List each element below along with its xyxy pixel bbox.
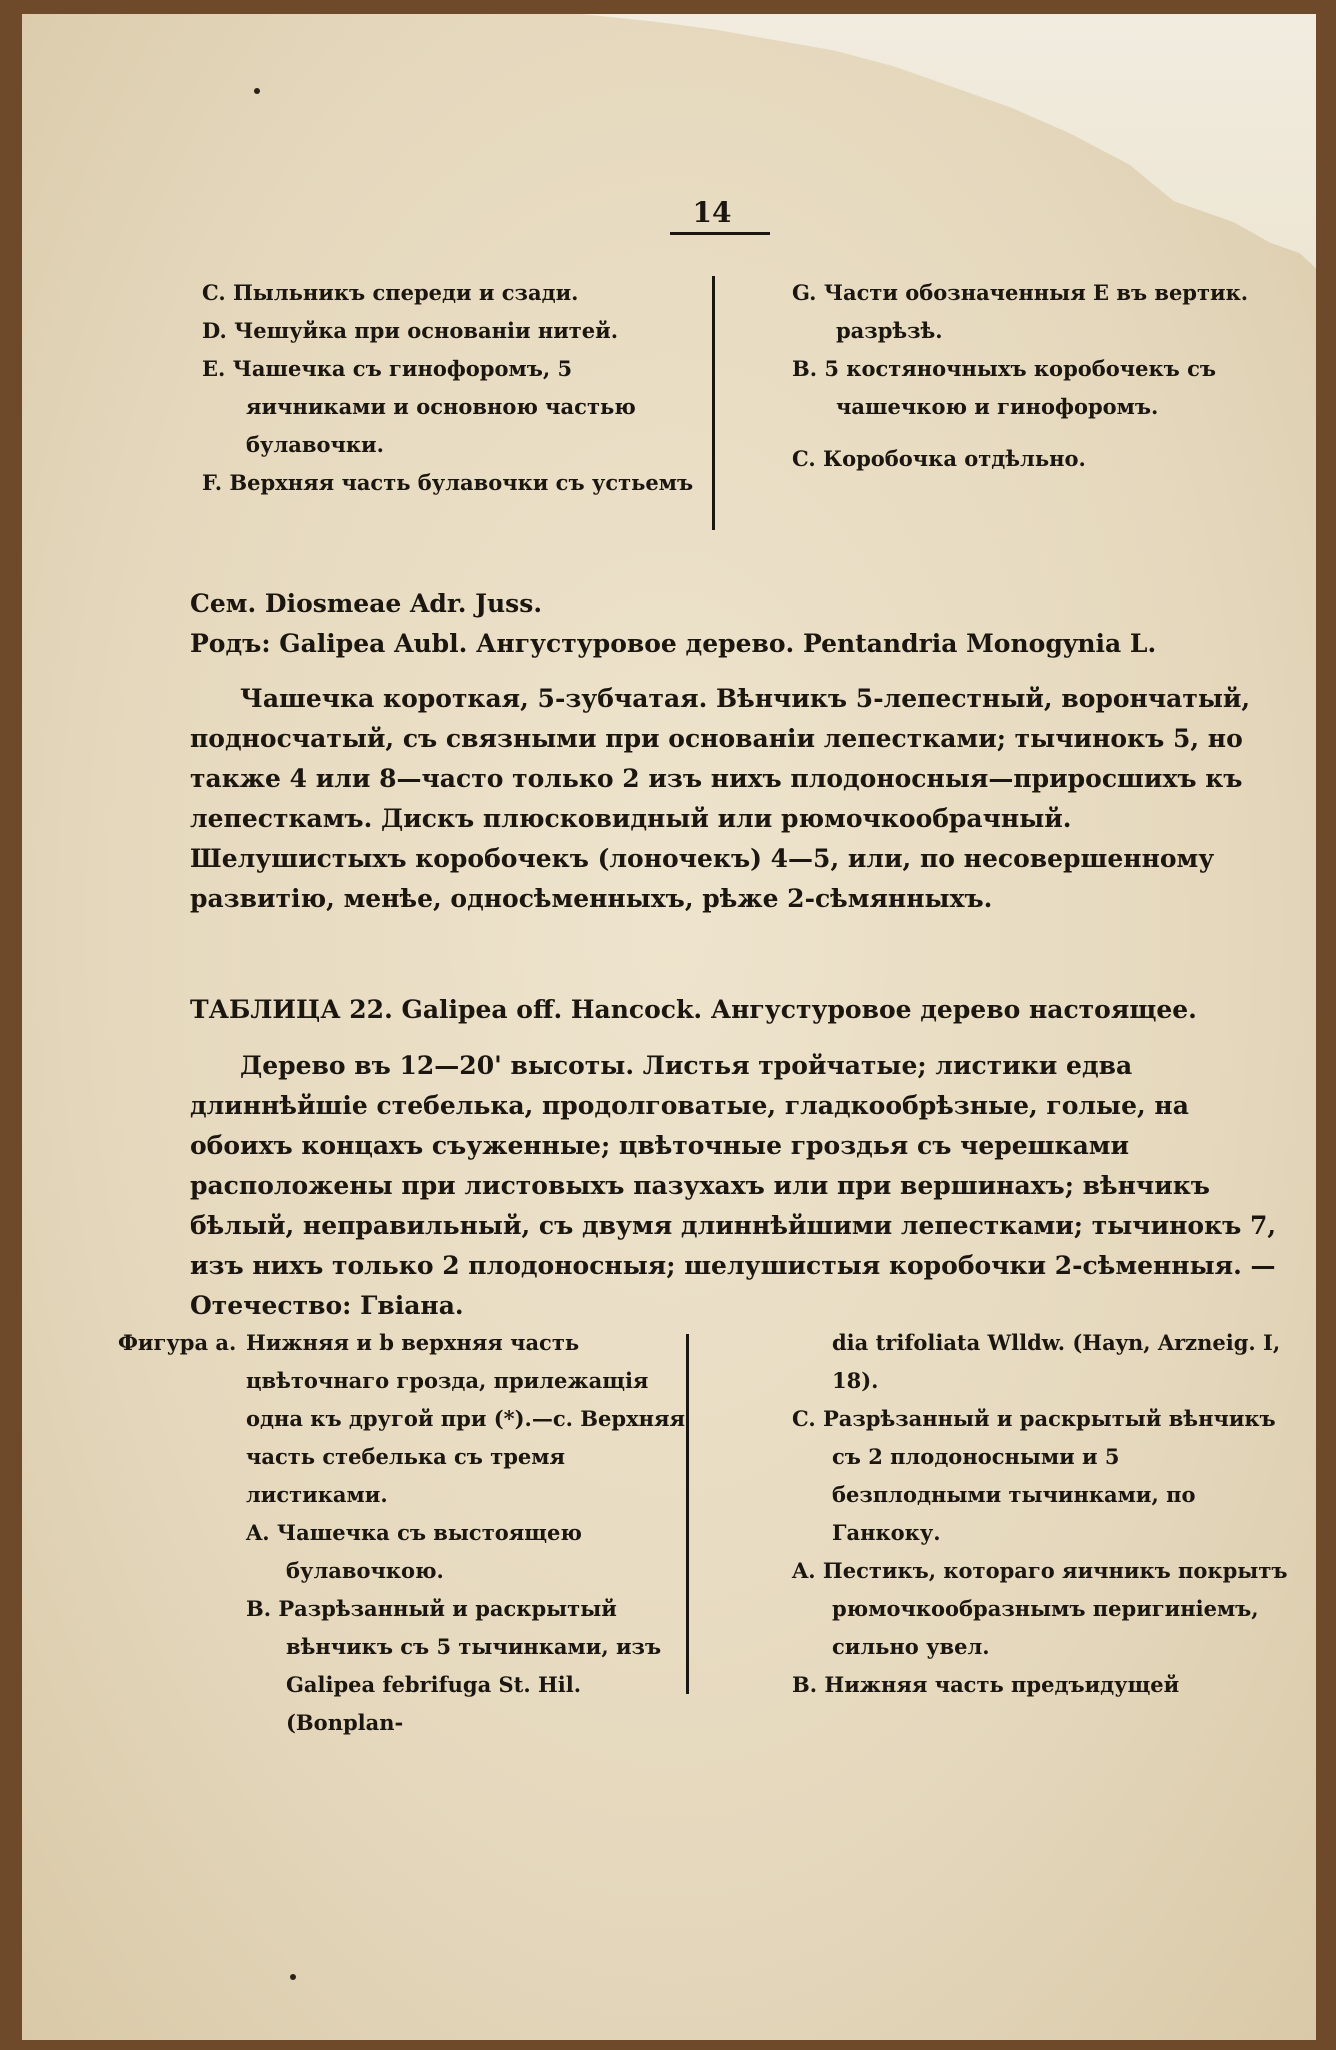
legend-item: C. Пыльникъ спереди и сзади. (202, 280, 579, 305)
species-description-block (190, 1046, 1290, 1326)
ink-speck (254, 88, 260, 94)
legend-item: A. Чашечка съ выстоящею булавочкою. (246, 1520, 582, 1583)
legend-continuation: dia trifoliata Wlldw. (Hayn, Arzneig. I, 18). (832, 1330, 1281, 1393)
top-right-legend (792, 274, 1292, 478)
legend-item: E. Чашечка съ гинофоромъ, 5 яичниками и основною частью булавочки. (202, 356, 636, 457)
figure-text: Нижняя и b верхняя часть цвѣточнаго грозда, прилежащiя одна къ другой при (*).—c. Верхняя часть стебелька съ тремя листиками. (246, 1330, 685, 1507)
figure-subitems (118, 1514, 688, 1742)
column-divider (686, 1334, 689, 1694)
family-genus-block (190, 584, 1290, 664)
family-line: Сем. Diosmeae Adr. Juss. (190, 589, 543, 618)
legend-item: B. Нижняя часть предъидущей (792, 1672, 1180, 1697)
table-heading: ТАБЛИЦА 22. Galipea off. Hancock. Ангустуровое дерево настоящее. (190, 995, 1197, 1024)
legend-item: B. 5 костяночныхъ коробочекъ съ чашечкою и гинофоромъ. (792, 356, 1216, 419)
legend-item: D. Чешуйка при основанiи нитей. (202, 318, 619, 343)
table-heading-block (190, 990, 1290, 1030)
column-divider (712, 276, 715, 530)
legend-item: C. Разрѣзанный и раскрытый вѣнчикъ съ 2 плодоносными и 5 безплодными тычинками, по Ганкоку. (792, 1406, 1276, 1545)
torn-corner (582, 14, 1316, 274)
bottom-left-legend (118, 1324, 688, 1742)
page-number-rule (670, 232, 770, 235)
legend-item: G. Части обозначенныя E въ вертик. разрѣзѣ. (792, 280, 1249, 343)
genus-description-block (190, 679, 1290, 919)
species-description: Дерево въ 12—20' высоты. Листья тройчатые; листики едва длиннѣйшiе стебелька, продолговатые, гладкообрѣзные, голые, на обоихъ концахъ съуженные; цвѣточные гроздья съ черешками расположены при листовыхъ пазухахъ или при вершинахъ; вѣнчикъ бѣлый, неправильный, съ двумя длиннѣйшими лепестками; тычинокъ 7, изъ нихъ только 2 плодоносныя; шелушистыя коробочки 2-сѣменныя. — Отечество: Гвiана. (190, 1051, 1277, 1320)
top-left-legend (202, 274, 702, 502)
genus-description: Чашечка короткая, 5-зубчатая. Вѣнчикъ 5-лепестный, ворончатый, подносчатый, съ связными при основанiи лепестками; тычинокъ 5, но также 4 или 8—часто только 2 изъ нихъ плодоносныя—приросшихъ къ лепесткамъ. Дискъ плюсковидный или рюмочкообрачный. Шелушистыхъ коробочекъ (лоночекъ) 4—5, или, по несовершенному развитiю, менѣе, односѣменныхъ, рѣже 2-сѣмянныхъ. (190, 684, 1251, 913)
figure-label: Фигура a. (118, 1330, 237, 1355)
book-page (22, 14, 1316, 2040)
legend-item: B. Разрѣзанный и раскрытый вѣнчикъ съ 5 тычинками, изъ Galipea febrifuga St. Hil. (Bonplan- (246, 1596, 662, 1735)
page-number: 14 (692, 196, 732, 229)
bottom-right-legend (792, 1324, 1292, 1704)
legend-item: F. Верхняя часть булавочки съ устьемъ (202, 470, 694, 495)
genus-line: Родъ: Galipea Aubl. Ангустуровое дерево. Pentandria Monogynia L. (190, 629, 1157, 658)
ink-speck (290, 1974, 296, 1980)
figure-caption (118, 1324, 688, 1514)
legend-item: C. Коробочка отдѣльно. (792, 446, 1086, 471)
legend-item: A. Пестикъ, котораго яичникъ покрытъ рюмочкообразнымъ перигинiемъ, сильно увел. (792, 1558, 1288, 1659)
